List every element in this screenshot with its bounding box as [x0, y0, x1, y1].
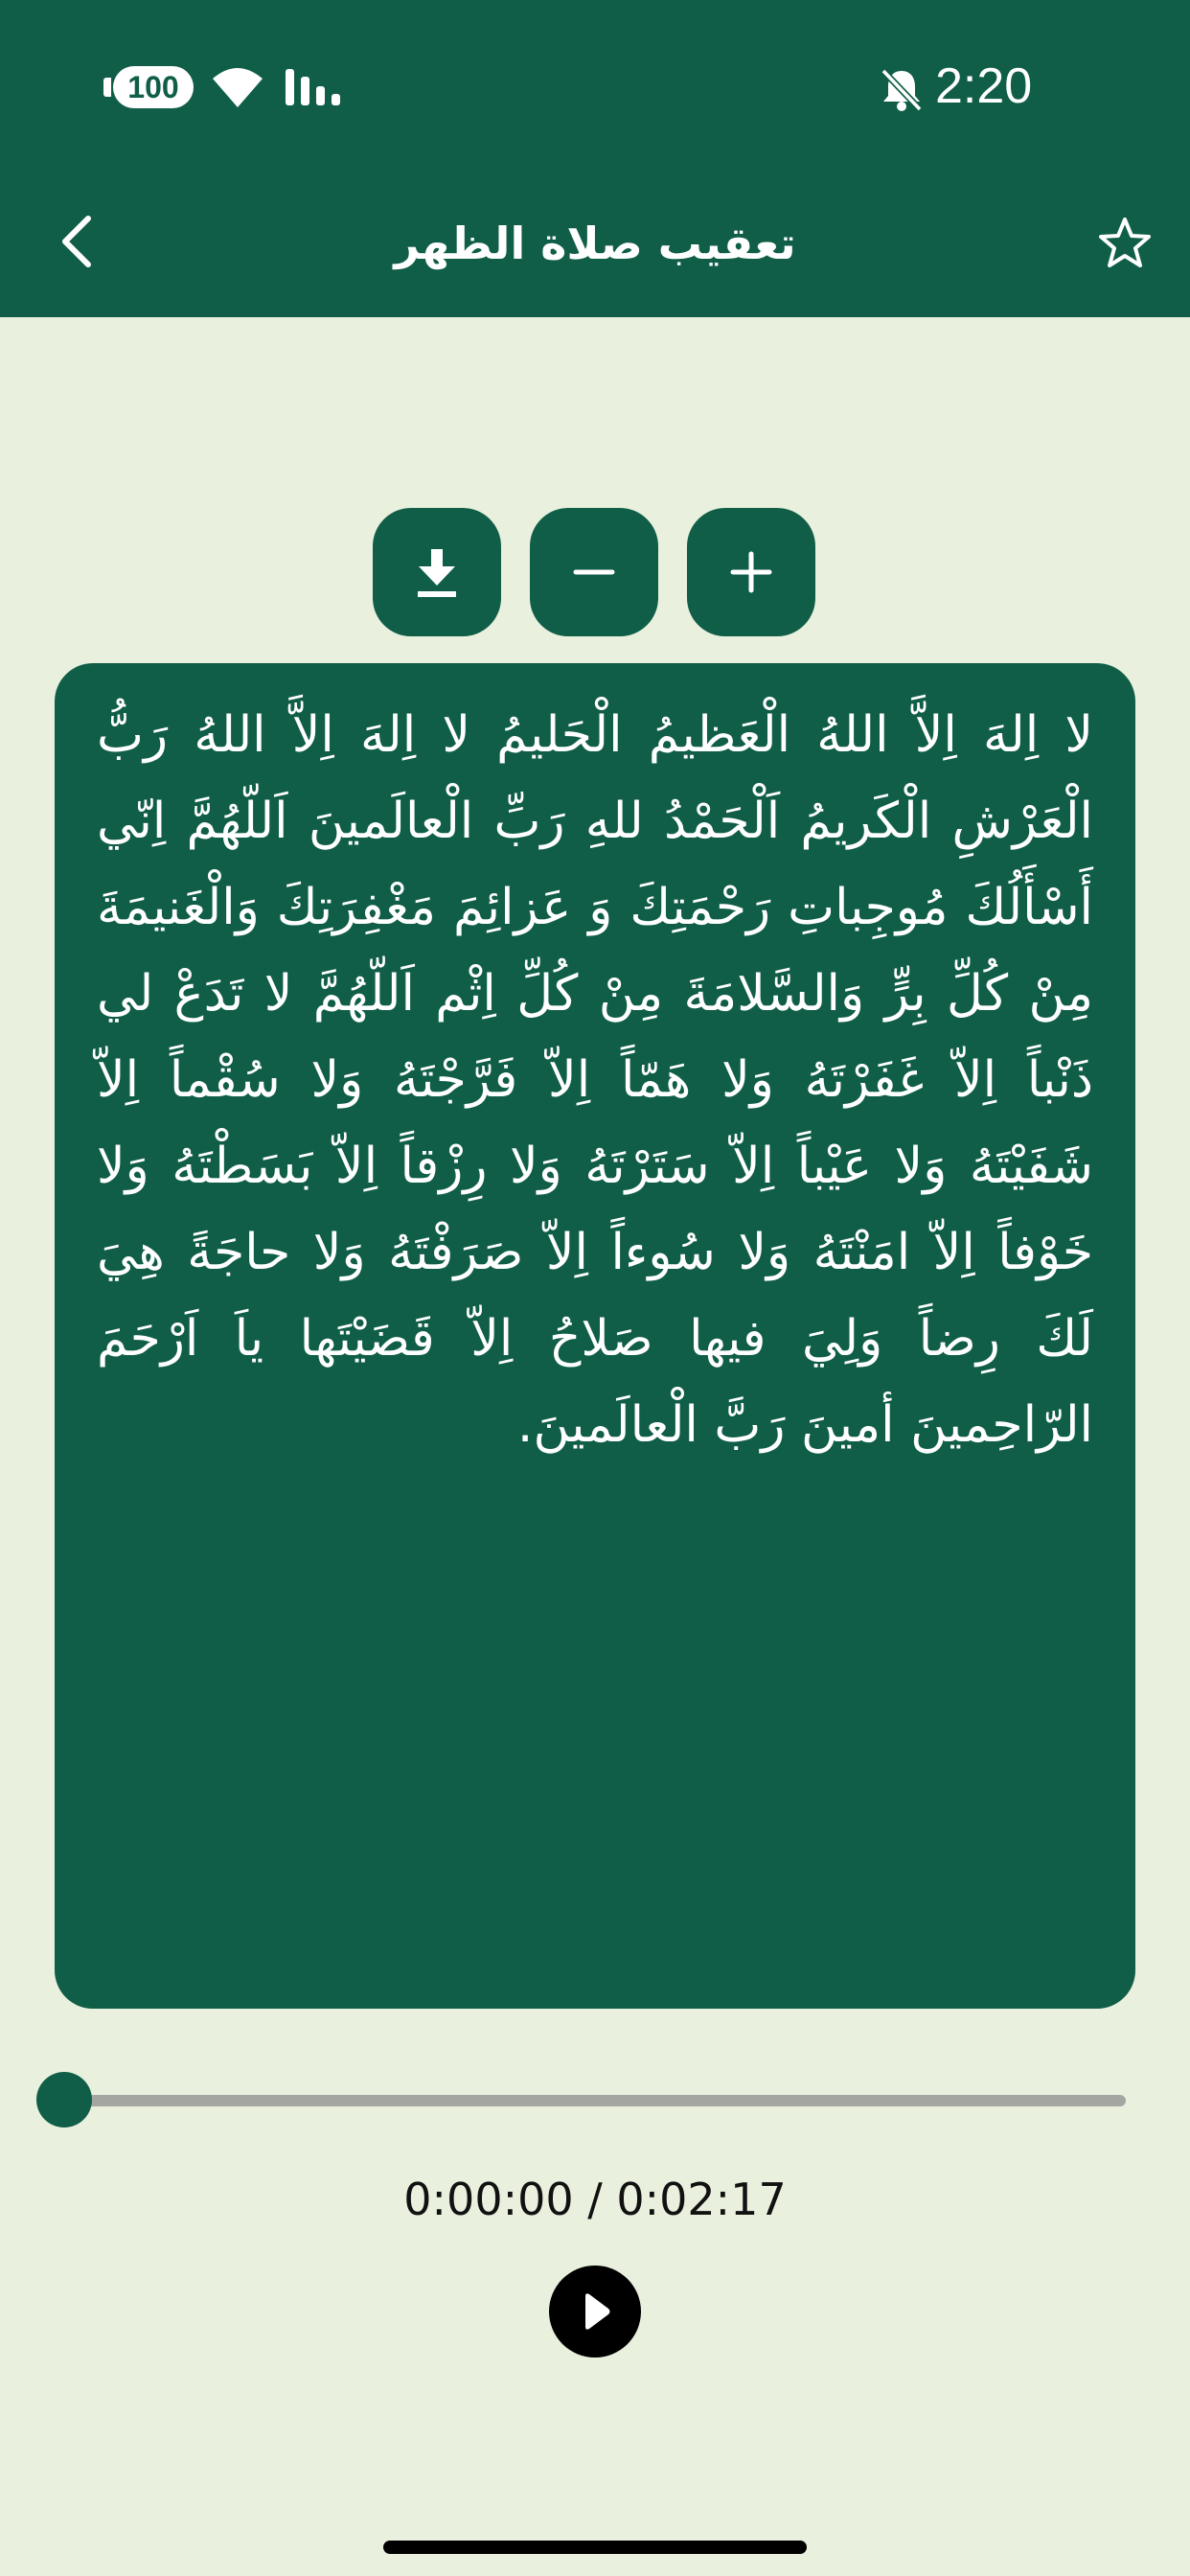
battery-indicator: 100: [113, 66, 194, 108]
app-bar: [0, 0, 1190, 317]
total-duration: 0:02:17: [616, 2174, 787, 2225]
dua-text: لا اِلهَ اِلاَّ اللهُ الْعَظيمُ الْحَليمُ لا اِلهَ اِلاَّ اللهُ رَبُّ الْعَرْشِ الْكَريمُ اَلْحَمْدُ للهِ رَبِّ الْعالَمينَ اَللّهُمَّ اِنّي أَسْأَلُكَ مُوجِباتِ رَحْمَتِكَ وَ عَزائِمَ مَغْفِرَتِكَ وَالْغَنيمَةَ مِنْ كُلِّ بِرٍّ وَالسَّلامَةَ مِنْ كُلِّ اِثْم اَللّهُمَّ لا تَدَعْ لي ذَنْباً اِلاّ غَفَرْتَهُ وَلا هَمّاً اِلاّ فَرَّجْتَهُ وَلا سُقْماً اِلاّ شَفَيْتَهُ وَلا عَيْباً اِلاّ سَتَرْتَهُ وَلا رِزْقاً اِلاّ بَسَطْتَهُ وَلا خَوْفاً اِلاّ امَنْتَهُ وَلا سُوءاً اِلاّ صَرَفْتَهُ وَلا حاجَةً هِيَ لَكَ رِضاً وَلِيَ فيها صَلاحُ اِلاّ قَضَيْتَها ياَ اَرْحَمَ الرّاحِمينَ أمينَ رَبَّ الْعالَمينَ.: [97, 706, 1093, 1454]
decrease-font-button[interactable]: [530, 508, 658, 636]
wifi-icon: [209, 63, 266, 109]
home-indicator[interactable]: [383, 2541, 807, 2554]
status-time: 2:20: [935, 58, 1033, 114]
page-title: تعقيب صلاة الظهر: [394, 218, 796, 269]
dua-text-card: [55, 663, 1135, 2009]
favorite-button[interactable]: [1085, 203, 1165, 284]
audio-seek-thumb[interactable]: [36, 2072, 92, 2128]
audio-seek-track[interactable]: [64, 2095, 1126, 2106]
download-icon: [413, 545, 461, 599]
download-button[interactable]: [373, 508, 501, 636]
plus-icon: [729, 550, 773, 594]
back-button[interactable]: [38, 203, 115, 280]
star-outline-icon: [1096, 215, 1154, 272]
increase-font-button[interactable]: [687, 508, 815, 636]
play-button[interactable]: [549, 2266, 641, 2358]
elapsed-time: 0:00:00: [403, 2174, 574, 2225]
play-icon: [576, 2290, 614, 2333]
minus-icon: [572, 550, 616, 594]
time-separator: /: [587, 2174, 603, 2225]
status-bar: [0, 0, 1190, 172]
time-readout: [0, 2168, 1190, 2231]
chevron-left-icon: [56, 213, 98, 270]
bell-off-icon: [878, 65, 926, 113]
signal-icon: [284, 65, 347, 107]
